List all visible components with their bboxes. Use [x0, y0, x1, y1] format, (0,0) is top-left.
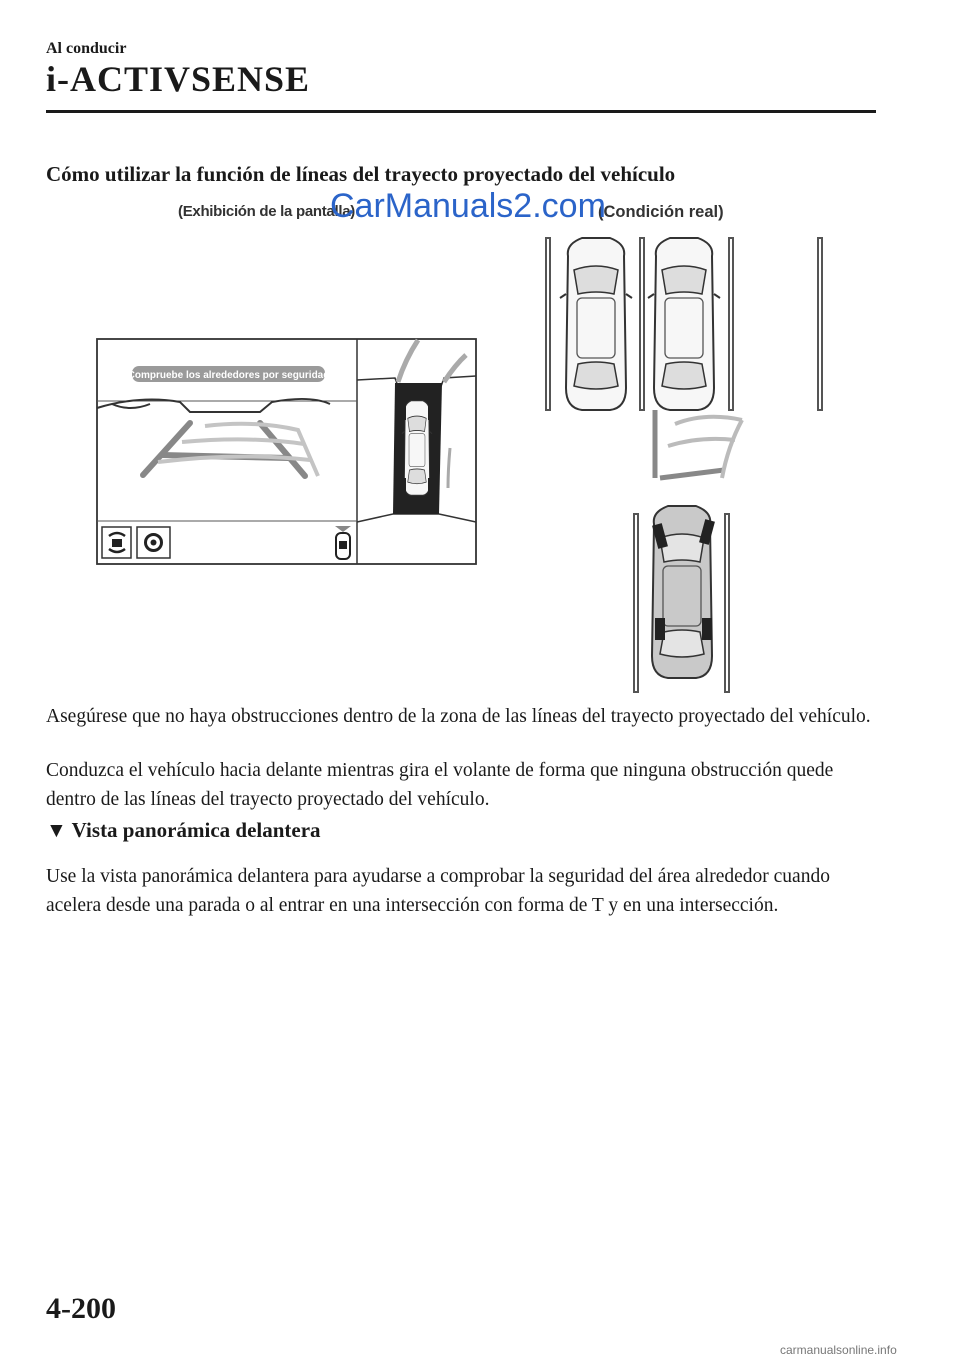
- paragraph-drive-forward: Conduzca el vehículo hacia delante mientras gira el volante de forma que ninguna obstrucción quede dentro de las líneas del trayecto proyectado del vehículo.: [46, 760, 834, 810]
- paragraph-obstructions: Asegúrese que no haya obstrucciones dentro de la zona de las líneas del trayecto proyectado del vehículo.: [46, 706, 871, 727]
- chapter-label: Al conducir: [46, 40, 127, 57]
- figure-illustration: [0, 230, 960, 705]
- header-rule: [46, 110, 876, 113]
- subheading-front-view: [46, 818, 321, 843]
- watermark-text: CarManuals2.com: [330, 187, 606, 225]
- paragraph-front-view: Use la vista panorámica delantera para ayudarse a comprobar la seguridad del área alrededor cuando acelera desde una parada o al entrar en una intersección con forma de T y en una intersección.: [46, 866, 830, 916]
- camera-screen-display: [97, 339, 476, 564]
- site-watermark: carmanualsonline.info: [780, 1343, 897, 1357]
- triangle-marker-icon: ▼: [46, 818, 67, 842]
- page-number: 4-200: [46, 1292, 116, 1325]
- page-heading: Cómo utilizar la función de líneas del trayecto proyectado del vehículo: [46, 162, 676, 186]
- caption-screen: (Exhibición de la pantalla): [178, 203, 355, 220]
- real-condition-illustration: [546, 238, 822, 692]
- screen-warning-message: Compruebe los alrededores por seguridad: [127, 370, 330, 381]
- subheading-text: Vista panorámica delantera: [71, 818, 321, 842]
- section-title: i-ACTIVSENSE: [46, 59, 311, 99]
- caption-real-condition: (Condición real): [598, 203, 724, 221]
